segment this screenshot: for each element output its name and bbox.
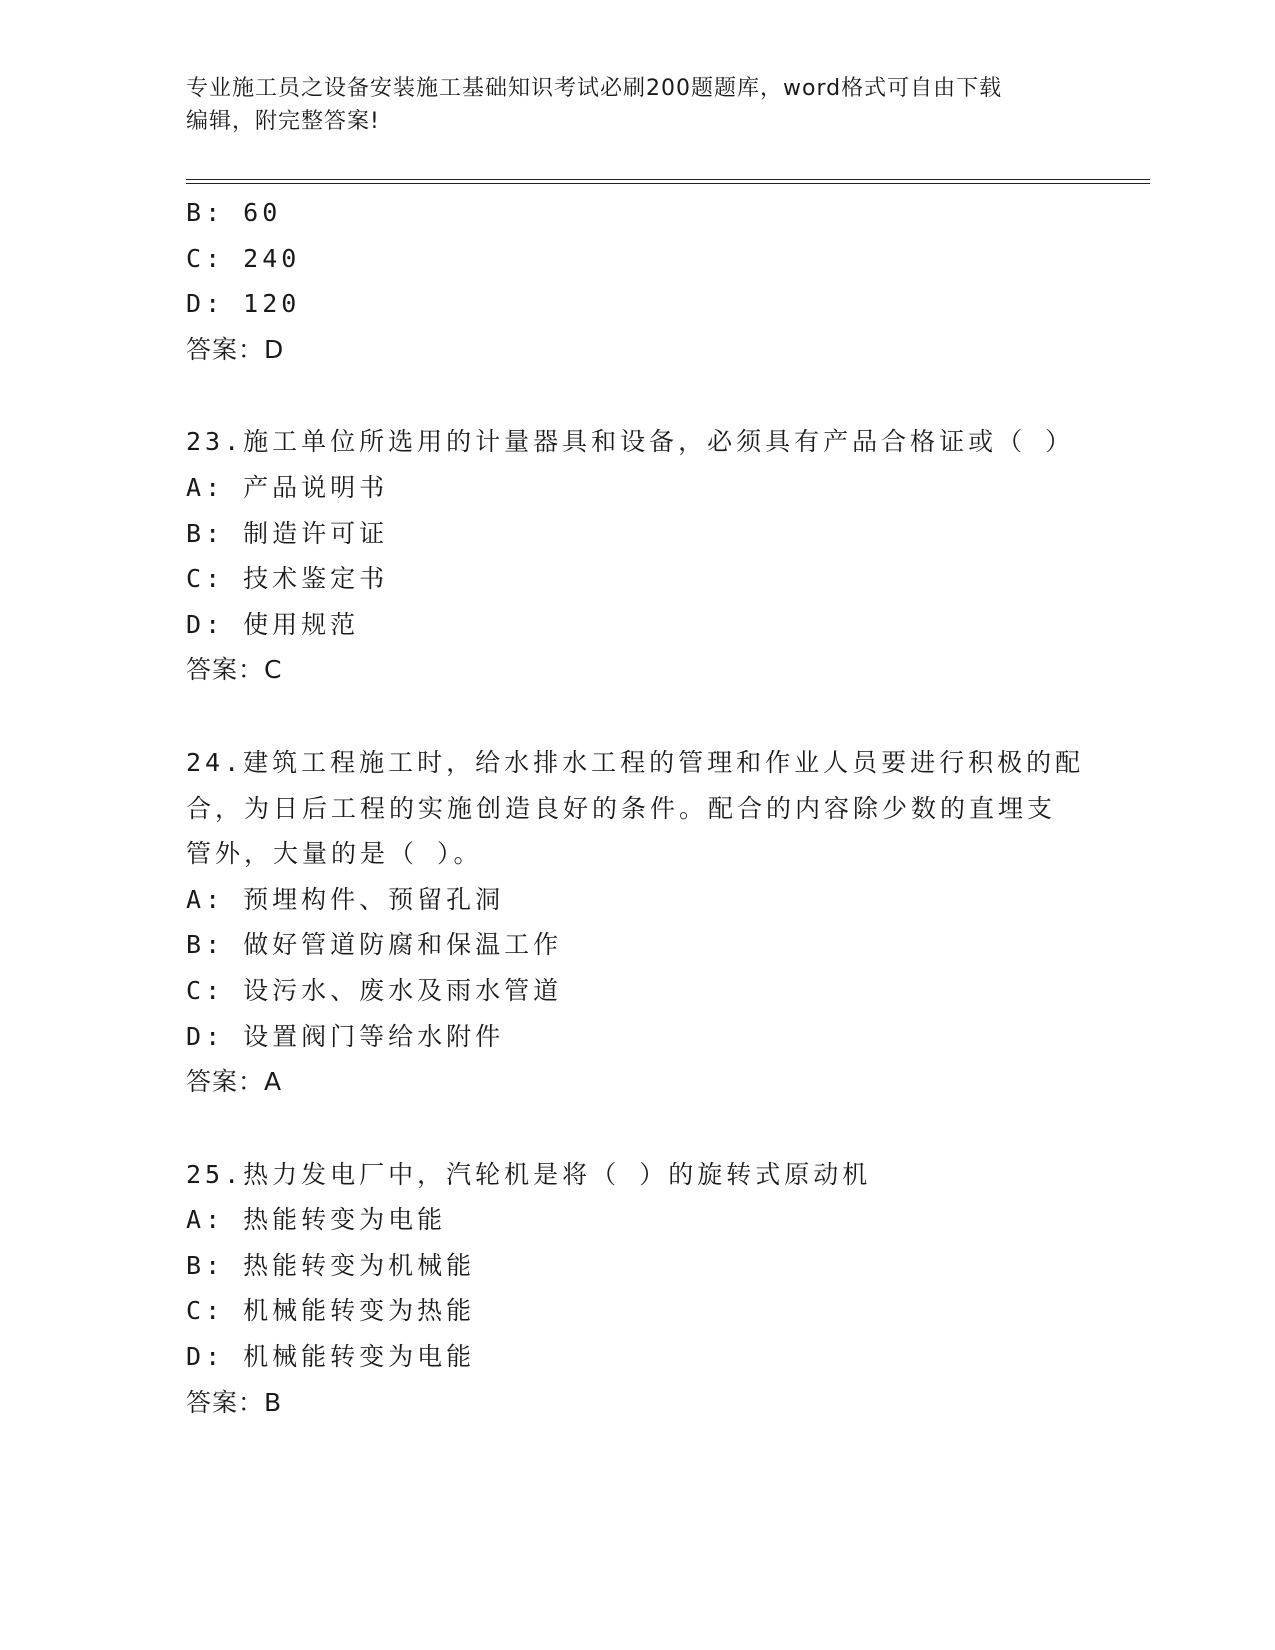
answer-line: 答案：A	[186, 1067, 283, 1097]
option-text: 技术鉴定书	[243, 564, 389, 594]
option-d: D: 设置阀门等给水附件	[186, 1021, 505, 1051]
header-rule-bottom	[186, 183, 1150, 184]
option-label: D	[186, 1021, 206, 1051]
option-c: C: 技术鉴定书	[186, 564, 389, 594]
answer-line: 答案：C	[186, 655, 283, 685]
question-stem-line-1: 24.建筑工程施工时，给水排水工程的管理和作业人员要进行积极的配	[186, 747, 1085, 777]
option-text: 240	[243, 243, 301, 273]
spacer	[186, 1105, 1086, 1152]
header-title-line-2: 编辑，附完整答案!	[186, 109, 380, 134]
option-a: A: 产品说明书	[186, 472, 389, 502]
question-stem-line-3: 管外，大量的是（ ）。	[186, 839, 483, 869]
option-c: C: 240	[186, 243, 301, 273]
option-label: D	[186, 289, 206, 319]
option-text: 60	[243, 198, 282, 227]
spacer	[186, 372, 1086, 419]
question-24	[186, 740, 1086, 1105]
option-text: 机械能转变为热能	[243, 1296, 476, 1326]
question-stem: 23.施工单位所选用的计量器具和设备，必须具有产品合格证或（ ）	[186, 427, 1075, 457]
option-text: 机械能转变为电能	[243, 1342, 476, 1372]
option-label: C	[186, 975, 206, 1005]
option-c: C: 机械能转变为热能	[186, 1296, 476, 1326]
option-label: B	[186, 930, 206, 960]
answer-line: 答案：B	[186, 1387, 283, 1417]
document-header	[186, 72, 1086, 138]
option-label: D	[186, 1342, 206, 1372]
option-text: 热能转变为电能	[243, 1205, 447, 1235]
option-text: 热能转变为机械能	[243, 1250, 476, 1280]
option-label: C	[186, 243, 206, 273]
option-text: 使用规范	[243, 609, 360, 639]
option-text: 设置阀门等给水附件	[243, 1021, 505, 1051]
option-a: A: 热能转变为电能	[186, 1205, 447, 1235]
option-label: B	[186, 1250, 206, 1280]
option-text: 设污水、废水及雨水管道	[243, 975, 563, 1005]
option-label: B	[186, 198, 206, 227]
option-label: C	[186, 1296, 206, 1326]
option-label: A	[186, 884, 206, 914]
option-label: A	[186, 1205, 206, 1235]
option-label: A	[186, 472, 206, 502]
option-text: 制造许可证	[243, 518, 389, 548]
option-b: B: 制造许可证	[186, 518, 389, 548]
answer-line: 答案：D	[186, 334, 285, 364]
option-text: 做好管道防腐和保温工作	[243, 930, 563, 960]
question-25	[186, 1152, 1086, 1426]
option-text: 产品说明书	[243, 472, 389, 502]
header-title-line-1: 专业施工员之设备安装施工基础知识考试必刷200题题库，word格式可自由下载	[186, 76, 1003, 101]
question-stem: 25.热力发电厂中，汽轮机是将（ ）的旋转式原动机	[186, 1159, 872, 1189]
option-d: D: 机械能转变为电能	[186, 1342, 476, 1372]
option-b: B: 热能转变为机械能	[186, 1250, 476, 1280]
option-b: B: 做好管道防腐和保温工作	[186, 930, 563, 960]
option-c: C: 设污水、废水及雨水管道	[186, 975, 563, 1005]
spacer	[186, 693, 1086, 740]
question-stem-line-2: 合，为日后工程的实施创造良好的条件。配合的内容除少数的直埋支	[186, 793, 1057, 823]
option-a: A: 预埋构件、预留孔洞	[186, 884, 505, 914]
question-22	[186, 190, 1086, 372]
question-23	[186, 419, 1086, 693]
option-text: 预埋构件、预留孔洞	[243, 884, 505, 914]
question-content	[186, 190, 1086, 1425]
option-label: C	[186, 564, 206, 594]
option-text: 120	[243, 289, 301, 319]
option-d: D: 120	[186, 289, 301, 319]
option-b: B: 60	[186, 198, 282, 227]
option-label: B	[186, 518, 206, 548]
header-rule-top	[186, 179, 1150, 180]
option-label: D	[186, 609, 206, 639]
option-d: D: 使用规范	[186, 609, 360, 639]
